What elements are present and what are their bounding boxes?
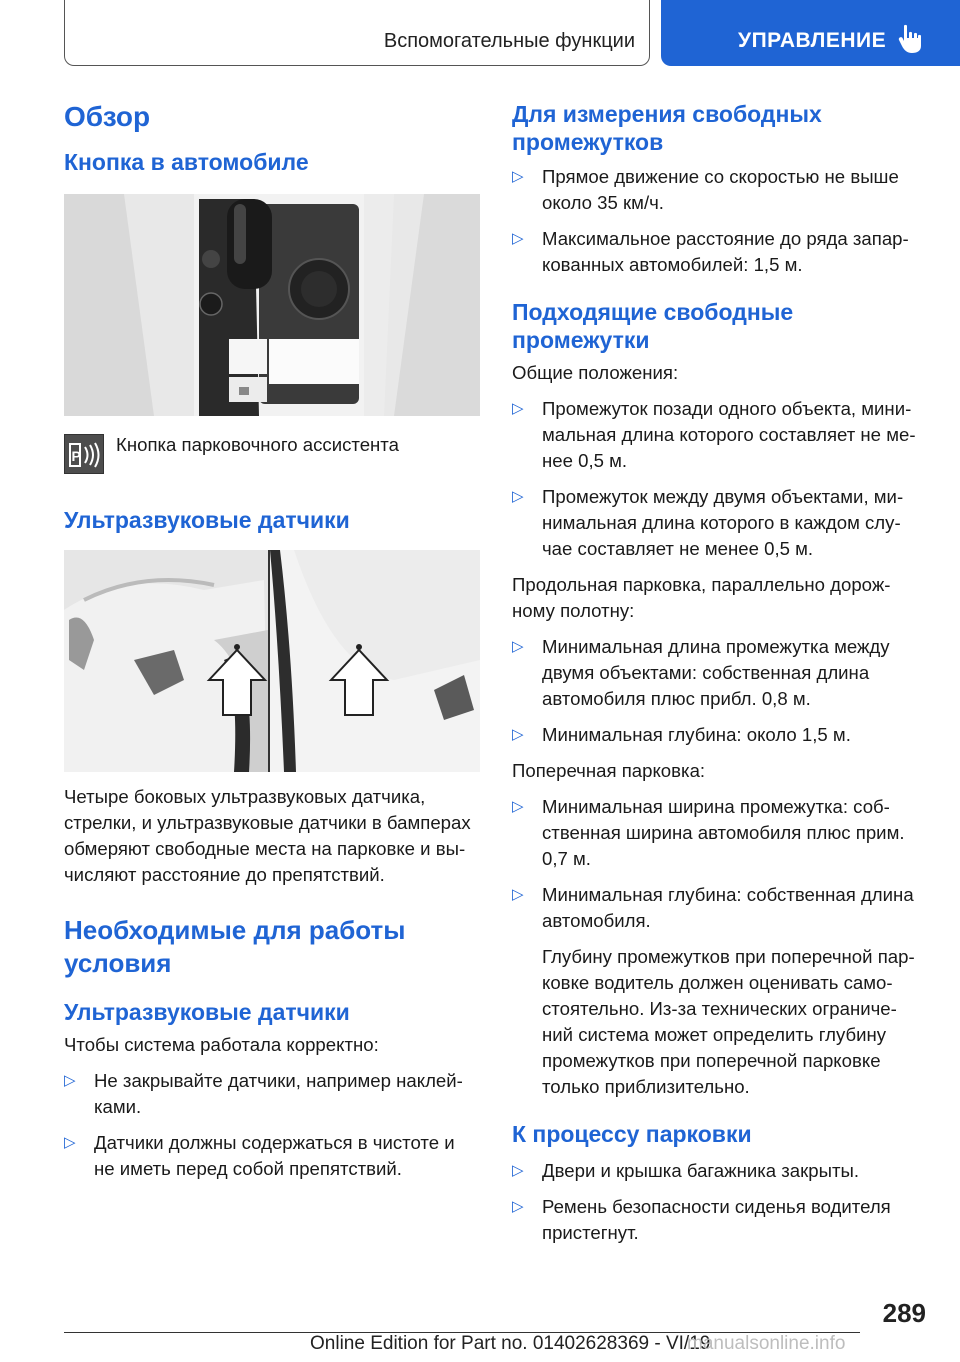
left-column — [64, 100, 484, 1182]
heading-line: промежутков — [512, 129, 664, 155]
header-chapter-tab — [661, 0, 960, 66]
text-line: мальная длина которого составляет не ме- — [542, 424, 916, 445]
right-column — [512, 100, 932, 1246]
heading-conditions — [64, 914, 484, 980]
text-line: ▷ Минимальная ширина промежутка: соб- — [542, 796, 890, 817]
sensors-description — [64, 784, 484, 888]
list-item — [512, 226, 932, 278]
conditions-intro: Чтобы система работала корректно: — [64, 1034, 379, 1055]
text-line: нимальная длина которого в каждом слу- — [542, 512, 901, 533]
heading-ultrasonic-sensors-2: Ультразвуковые датчики — [64, 999, 350, 1025]
list-item — [512, 1158, 932, 1184]
text-line: ▷ Датчики должны содержаться в чистоте и — [94, 1132, 455, 1153]
list-item — [512, 794, 932, 872]
heading-line: промежутки — [512, 327, 650, 353]
footer-watermark: manualsonline.info — [687, 1333, 846, 1354]
perp-note — [512, 944, 932, 1100]
text-line: Четыре боковых ультразвуковых датчика, — [64, 786, 426, 807]
text-line: числяют расстояние до препятствий. — [64, 864, 385, 885]
list-item — [512, 396, 932, 474]
text-line: ▷ Ремень безопасности сиденья водителя — [542, 1196, 891, 1217]
text-line: ▷ Промежуток позади одного объекта, мини- — [542, 398, 912, 419]
text-line: двумя объектами: собственная длина — [542, 662, 870, 683]
text-line: автомобиля плюс прибл. 0,8 м. — [542, 688, 811, 709]
text-line: Глубину промежутков при поперечной пар- — [542, 946, 915, 967]
heading-ultrasonic-sensors: Ультразвуковые датчики — [64, 507, 350, 533]
text-line: не иметь перед собой препятствий. — [94, 1158, 402, 1179]
page-number: 289 — [882, 1298, 926, 1328]
list-item — [64, 1130, 484, 1182]
heading-parking-process: К процессу парковки — [512, 1121, 752, 1147]
text-line: ▷ Минимальная глубина: около 1,5 м. — [542, 724, 851, 745]
text-line: чае составляет не менее 0,5 м. — [542, 538, 814, 559]
text-line: стрелки, и ультразвуковые датчики в бамперах — [64, 812, 471, 833]
footer-edition: Online Edition for Part no. 01402628369 - VI/19 — [310, 1333, 711, 1354]
center-console-illustration — [64, 194, 480, 416]
list-item — [64, 1068, 484, 1120]
text-line: только приблизительно. — [542, 1076, 750, 1097]
text-line: ▷ Минимальная глубина: собственная длина — [542, 884, 914, 905]
text-line: ковке водитель должен оценивать само- — [542, 972, 893, 993]
heading-button-in-car: Кнопка в автомобиле — [64, 149, 309, 175]
text-line: автомобиля. — [542, 910, 651, 931]
heading-overview: Обзор — [64, 101, 151, 132]
text-line: ▷ Прямое движение со скоростью не выше — [542, 166, 899, 187]
list-item — [512, 484, 932, 562]
general-intro: Общие положения: — [512, 362, 679, 383]
text-line: 0,7 м. — [542, 848, 591, 869]
header-section-title: Вспомогательные функции — [383, 30, 635, 52]
text-line: промежутков при поперечной парковке — [542, 1050, 881, 1071]
list-item — [512, 882, 932, 934]
header-section-tab — [64, 0, 650, 66]
hand-pointer-icon — [898, 24, 924, 54]
button-caption-row — [64, 432, 484, 494]
text-line: пристегнут. — [542, 1222, 639, 1243]
heading-line: условия — [64, 948, 172, 978]
text-line: ственная ширина автомобиля плюс прим. — [542, 822, 905, 843]
text-line: ▷ Не закрывайте датчики, например наклей- — [94, 1070, 463, 1091]
button-caption: Кнопка парковочного ассистента — [116, 434, 399, 455]
text-line: стоятельно. Из-за технических ограниче- — [542, 998, 897, 1019]
list-item — [512, 634, 932, 712]
bumper-sensors-figure — [64, 550, 480, 772]
heading-line: Подходящие свободные — [512, 299, 794, 325]
header-chapter-title: УПРАВЛЕНИЕ — [738, 29, 887, 52]
heading-measure — [512, 100, 932, 156]
heading-suitable — [512, 298, 932, 354]
text-line: обмеряют свободные места на парковке и вы- — [64, 838, 466, 859]
list-item — [512, 164, 932, 216]
text-line: нее 0,5 м. — [542, 450, 628, 471]
parallel-intro — [512, 572, 932, 624]
text-line: ▷ Двери и крышка багажника закрыты. — [542, 1160, 860, 1181]
list-item — [512, 1194, 932, 1246]
text-line: ▷ Минимальная длина промежутка между — [542, 636, 890, 657]
text-line: ному полотну: — [512, 600, 635, 621]
bumper-illustration — [64, 550, 480, 772]
list-item — [512, 722, 932, 748]
text-line: кованных автомобилей: 1,5 м. — [542, 254, 803, 275]
text-line: ний система может определить глубину — [542, 1024, 887, 1045]
text-line: Продольная парковка, параллельно дорож- — [512, 574, 891, 595]
text-line: около 35 км/ч. — [542, 192, 664, 213]
console-figure — [64, 194, 480, 416]
heading-line: Для измерения свободных — [512, 101, 822, 127]
park-assist-button-icon — [64, 434, 104, 474]
heading-line: Необходимые для работы — [64, 915, 406, 945]
text-line: ▷ Максимальное расстояние до ряда запар- — [542, 228, 909, 249]
svg-text:P: P — [71, 448, 81, 464]
text-line: ▷ Промежуток между двумя объектами, ми- — [542, 486, 904, 507]
perp-intro: Поперечная парковка: — [512, 760, 706, 781]
text-line: ками. — [94, 1096, 142, 1117]
